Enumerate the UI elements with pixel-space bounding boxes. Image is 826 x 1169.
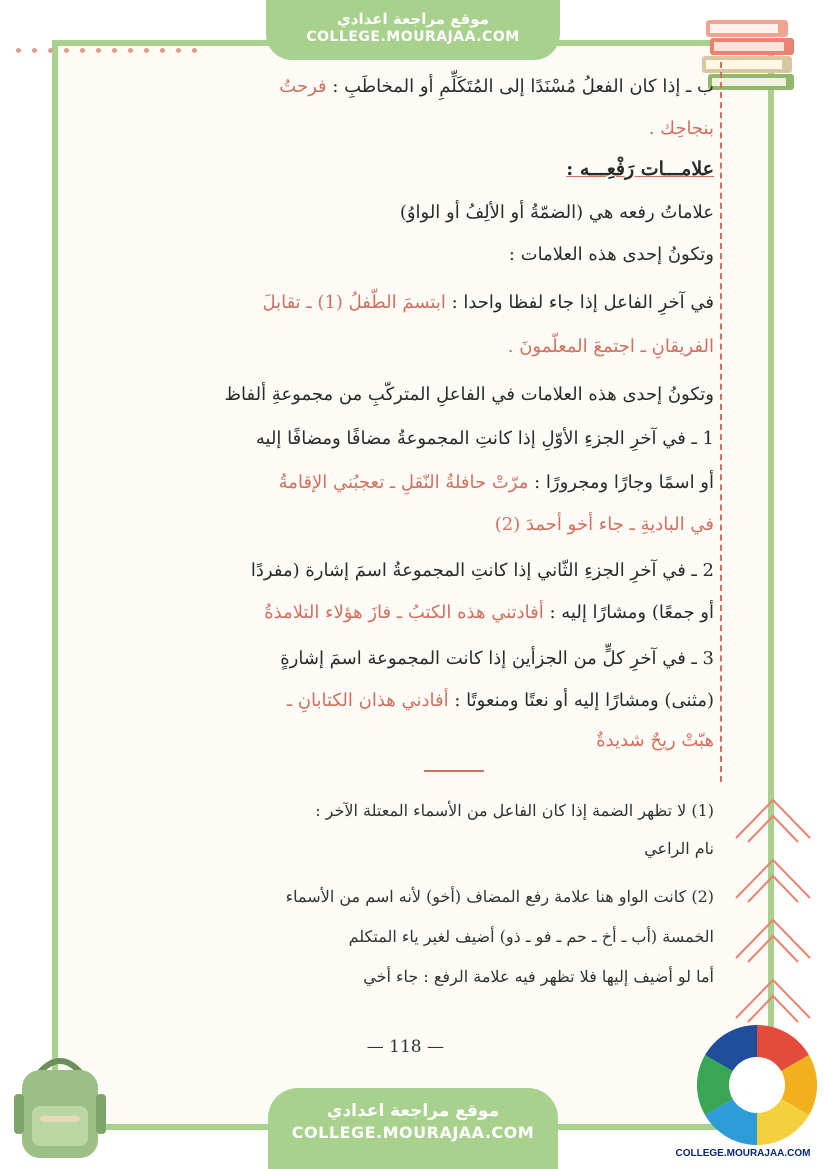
example: مرّتْ حافلةُ النّقلِ ـ تعجبُني الإقامةُ xyxy=(278,472,529,493)
site-header[interactable] xyxy=(266,0,560,60)
decorative-dots xyxy=(16,48,206,58)
footnote-2-line-2: الخمسة (أب ـ أخ ـ حم ـ فو ـ ذو) أضيف لغير ياء المتكلم xyxy=(348,927,714,946)
example: أفادني هذان الكتابانِ ـ xyxy=(286,690,449,711)
example: فرحتُ xyxy=(279,76,327,97)
example: بنجاحِك . xyxy=(648,118,714,139)
footnote-1-line-2: نام الراعي xyxy=(644,839,714,858)
textbook-page xyxy=(72,62,714,1062)
footnote-2-line-1: (2) كانت الواو هنا علامة رفع المضاف (أخو) لأنه اسم من الأسماء xyxy=(285,887,714,906)
chevron-up-icon xyxy=(728,790,818,1040)
footnote-separator xyxy=(424,770,484,772)
item-2-line-1: 2 ـ في آخرِ الجزءِ الثّاني إذا كانتِ المجموعةُ اسمَ إشارة (مفردًا xyxy=(250,560,714,581)
item-1-line-1: 1 ـ في آخرِ الجزءِ الأوّلِ إذا كانتِ المجموعةُ مضافًا ومضافًا إليه xyxy=(255,428,714,449)
example: أفادتني هذه الكتبُ ـ فازَ هؤلاء التلامذةُ xyxy=(264,602,544,623)
page-number: — 118 — xyxy=(366,1037,444,1057)
site-footer[interactable] xyxy=(268,1088,558,1169)
footnote-2-line-3: أما لو أضيف إليها فلا تظهر فيه علامة الرفع : جاء أخي xyxy=(363,967,714,986)
example: ابتسمَ الطّفلُ (1) ـ تقابلَ xyxy=(262,292,446,313)
wheel-site-url[interactable]: COLLEGE.MOURAJAA.COM xyxy=(675,1148,811,1159)
school-backpack-icon xyxy=(10,1050,110,1162)
margin-dashed-line xyxy=(720,62,722,782)
example: الفريقانِ ـ اجتمعَ المعلّمونَ . xyxy=(507,336,714,357)
compound-intro: وتكونُ إحدى هذه العلامات في الفاعلِ المتركّبِ من مجموعةِ ألفاظ xyxy=(224,384,714,405)
line-b-cont xyxy=(84,114,714,144)
rule-1-cont xyxy=(84,332,714,362)
education-wheel-icon[interactable] xyxy=(694,1022,820,1148)
example: هبّتْ ريحٌ شديدةٌ xyxy=(596,730,714,751)
intro-line-2: وتكونُ إحدى هذه العلامات : xyxy=(508,244,714,265)
site-url[interactable]: COLLEGE.MOURAJAA.COM xyxy=(306,29,520,45)
footnote-1-line-1: (1) لا تظهر الضمة إذا كان الفاعل من الأسماء المعتلة الآخر : xyxy=(315,801,714,820)
item-3-line-1: 3 ـ في آخرِ كلٍّ من الجزأين إذا كانت المجموعة اسمَ إشارةٍ xyxy=(280,648,714,669)
site-name: موقع مراجعة اعدادي xyxy=(337,10,489,28)
item-2-line-2: أو جمعًا) ومشارًا إليه : أفادتني هذه الكتبُ ـ فازَ هؤلاء التلامذةُ xyxy=(264,602,714,623)
example: في الباديةِ ـ جاء أخو أحمدَ (2) xyxy=(494,514,714,535)
line-b: ب ـ إذا كان الفعلُ مُسْنَدًا إلى المُتَكَلِّمِ أو المخاطَبِ : فرحتُ xyxy=(279,76,714,97)
item-1-line-2: أو اسمًا وجارًا ومجرورًا : مرّتْ حافلةُ النّقلِ ـ تعجبُني الإقامةُ xyxy=(278,472,714,493)
intro-line-1: علاماتُ رفعه هي (الضمّةُ أو الألِفُ أو الواوُ) xyxy=(399,202,714,223)
item-3-line-2: (مثنى) ومشارًا إليه أو نعتًا ومنعوتًا : أفادني هذان الكتابانِ ـ xyxy=(286,690,714,711)
section-title: علامـــات رَفْعِـــه : xyxy=(566,158,714,180)
item-1-line-3 xyxy=(84,510,714,540)
site-name: موقع مراجعة اعدادي xyxy=(326,1101,500,1121)
rule-1: في آخرِ الفاعل إذا جاء لفظا واحدا : ابتسمَ الطّفلُ (1) ـ تقابلَ xyxy=(262,292,714,313)
item-3-line-3 xyxy=(84,726,714,756)
site-url[interactable]: COLLEGE.MOURAJAA.COM xyxy=(291,1123,535,1142)
